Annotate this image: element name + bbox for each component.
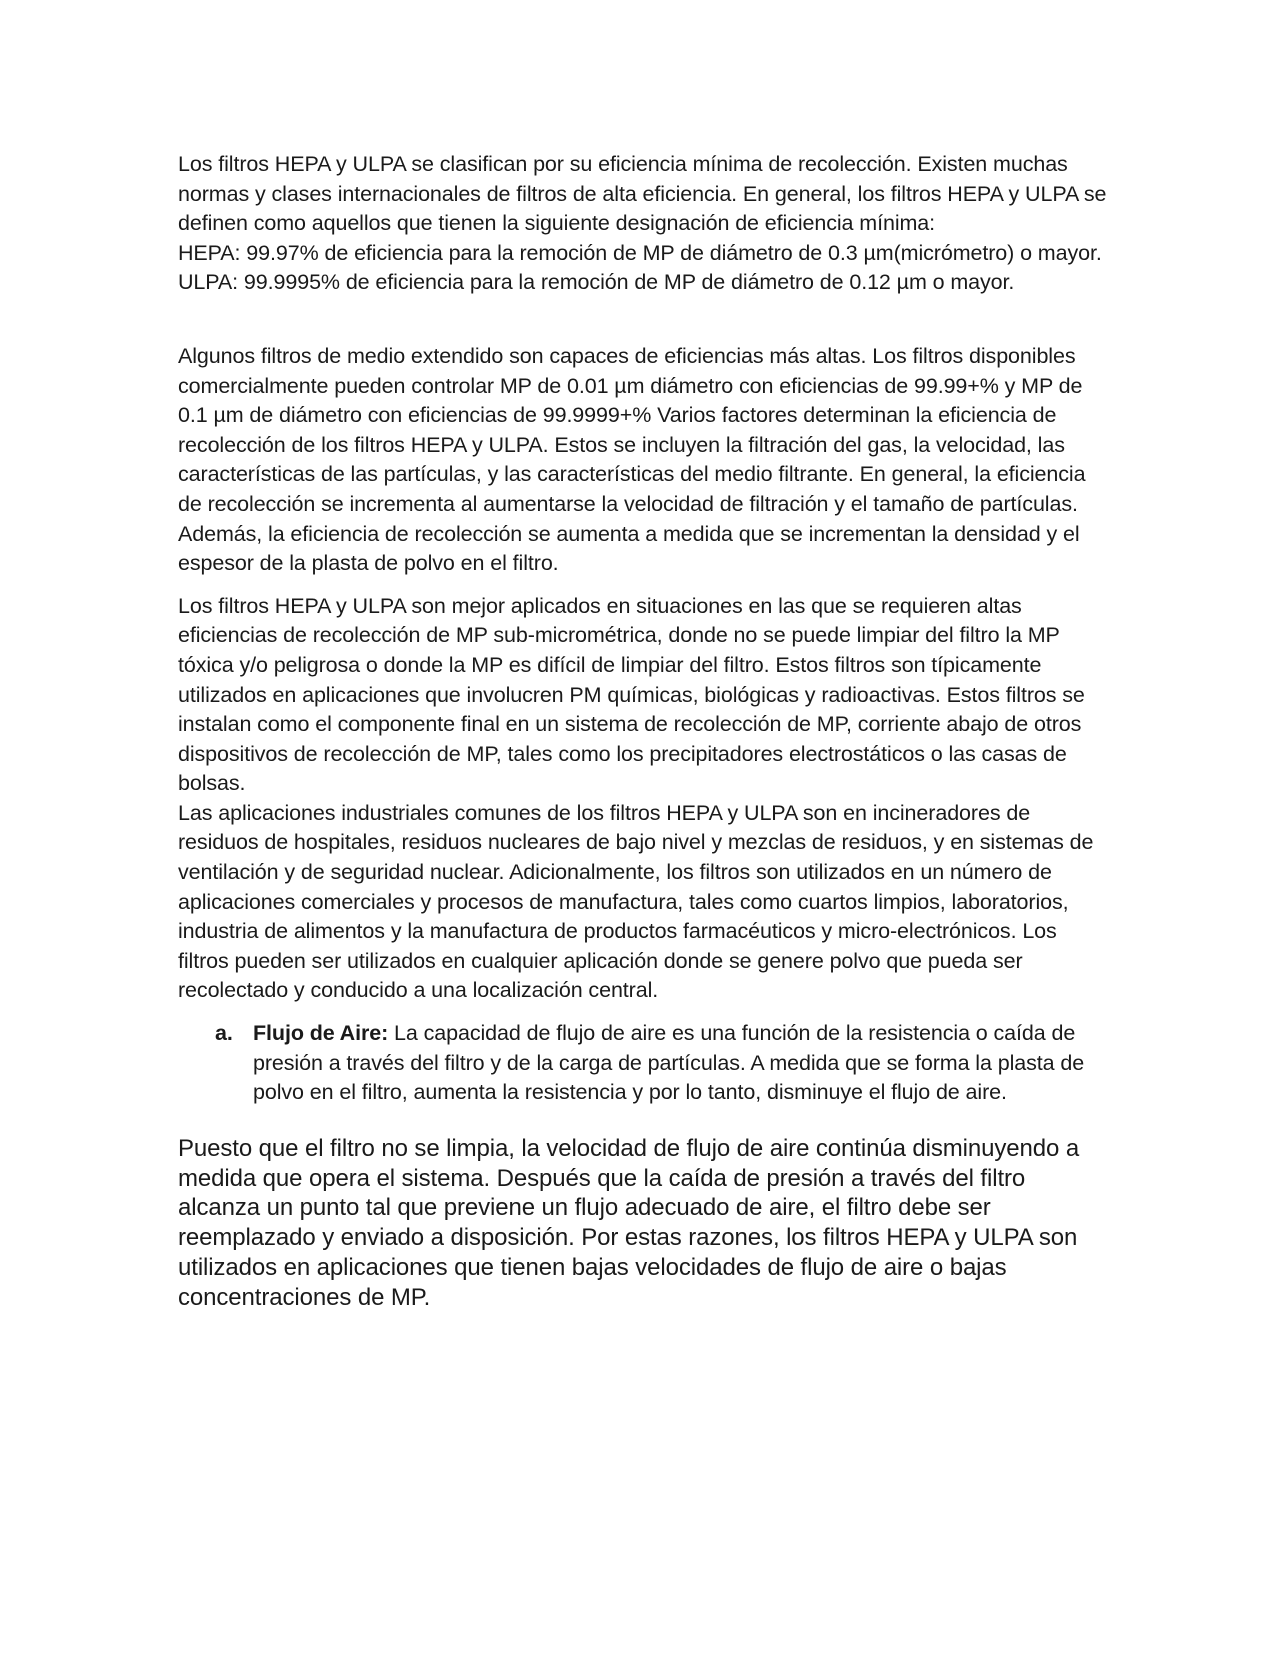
- ulpa-efficiency-line: ULPA: 99.9995% de eficiencia para la remoción de MP de diámetro de 0.12 µm o mayor.: [178, 270, 1015, 295]
- list-marker: a.: [215, 1021, 233, 1046]
- closing-paragraph: Puesto que el filtro no se limpia, la velocidad de flujo de aire continúa disminuyendo a medida que opera el sistema. Después que la caída de presión a través del filtro alcanza un punto tal que previene un flujo adecuado de aire, el filtro debe ser reemplazado y enviado a disposición. Por estas razones, los filtros HEPA y ULPA son utilizados en aplicaciones que tienen bajas velocidades de flujo de aire o bajas concentraciones de MP.: [178, 1134, 1080, 1311]
- list-item: [178, 1019, 1108, 1108]
- document-page: [178, 150, 1108, 1313]
- extended-media-paragraph: Algunos filtros de medio extendido son capaces de eficiencias más altas. Los filtros disponibles comercialmente pueden controlar MP de 0.01 µm diámetro con eficiencias de 99.99+% y MP de 0.1 µm de diámetro con eficiencias de 99.9999+% Varios factores determinan la eficiencia de recolección de los filtros HEPA y ULPA. Estos se incluyen la filtración del gas, la velocidad, las características de las partículas, y las características del medio filtrante. En general, la eficiencia de recolección se incrementa al aumentarse la velocidad de filtración y el tamaño de partículas. Además, la eficiencia de recolección se aumenta a medida que se incrementan la densidad y el espesor de la plasta de polvo en el filtro.: [178, 343, 1086, 576]
- factors-list: [178, 1019, 1108, 1108]
- hepa-efficiency-line: HEPA: 99.97% de eficiencia para la remoción de MP de diámetro de 0.3 µm(micrómetro) o mayor.: [178, 240, 1102, 265]
- filter-classification-block: [178, 150, 1108, 298]
- list-item-text: La capacidad de flujo de aire es una función de la resistencia o caída de presión a través del filtro y de la carga de partículas. A medida que se forma la plasta de polvo en el filtro, aumenta la resistencia y por lo tanto, disminuye el flujo de aire.: [253, 1021, 1085, 1105]
- list-item-term: Flujo de Aire:: [253, 1021, 389, 1046]
- industrial-applications-paragraph: Las aplicaciones industriales comunes de los filtros HEPA y ULPA son en incineradores de residuos de hospitales, residuos nucleares de bajo nivel y mezclas de residuos, y en sistemas de ventilación y de seguridad nuclear. Adicionalmente, los filtros son utilizados en un número de aplicaciones comerciales y procesos de manufactura, tales como cuartos limpios, laboratorios, industria de alimentos y la manufactura de productos farmacéuticos y micro-electrónicos. Los filtros pueden ser utilizados en cualquier aplicación donde se genere polvo que pueda ser recolectado y conducido a una localización central.: [178, 800, 1094, 1003]
- classification-paragraph: Los filtros HEPA y ULPA se clasifican por su eficiencia mínima de recolección. Existen muchas normas y clases internacionales de filtros de alta eficiencia. En general, los filtros HEPA y ULPA se definen como aquellos que tienen la siguiente designación de eficiencia mínima:: [178, 152, 1107, 236]
- applications-paragraph: Los filtros HEPA y ULPA son mejor aplicados en situaciones en las que se requieren altas eficiencias de recolección de MP sub-micrométrica, donde no se puede limpiar del filtro la MP tóxica y/o peligrosa o donde la MP es difícil de limpiar del filtro. Estos filtros son típicamente utilizados en aplicaciones que involucren PM químicas, biológicas y radioactivas. Estos filtros se instalan como el componente final en un sistema de recolección de MP, corriente abajo de otros dispositivos de recolección de MP, tales como los precipitadores electrostáticos o las casas de bolsas.: [178, 593, 1085, 796]
